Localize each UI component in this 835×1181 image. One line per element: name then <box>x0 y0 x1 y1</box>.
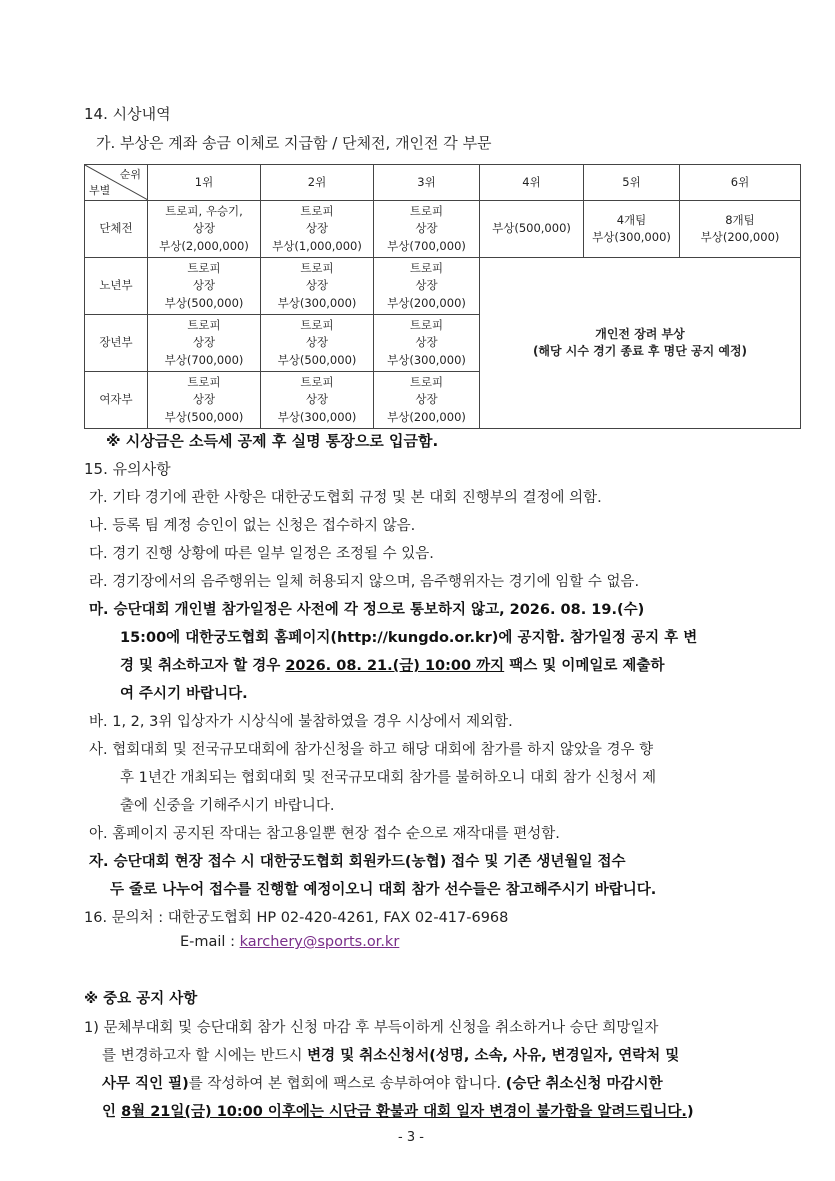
prize-table <box>84 164 801 429</box>
important-line-2: 를 변경하고자 할 시에는 반드시 변경 및 취소신청서(성명, 소속, 사유, 변경일자, 연락처 및 <box>102 1048 680 1064</box>
notice-ma-line-4: 여 주시기 바랍니다. <box>120 686 248 702</box>
team-rank-1-cell: 트로피, 우승기, 상장 부상(2,000,000) <box>148 201 261 258</box>
row-label-team: 단체전 <box>85 201 148 258</box>
important-title: ※ 중요 공지 사항 <box>84 991 198 1007</box>
notice-ma-line-2: 15:00에 대한궁도협회 홈페이지(http://kungdo.or.kr)에 공지함. 참가일정 공지 후 변 <box>120 630 698 646</box>
header-rank-6: 6위 <box>680 165 801 201</box>
team-rank-5-cell: 4개팀 부상(300,000) <box>584 201 680 258</box>
contact-line: 16. 문의처 : 대한궁도협회 HP 02-420-4261, FAX 02-417-6968 <box>84 910 509 926</box>
important-line-3: 사무 직인 필)를 작성하여 본 협회에 팩스로 송부하여야 합니다. (승단 취소신청 마감시한 <box>102 1076 663 1092</box>
row-label-women: 여자부 <box>85 372 148 429</box>
individual-award-note-line-2: (해당 시수 경기 종료 후 명단 공지 예정) <box>532 344 748 358</box>
senior-rank-2-cell: 트로피 상장 부상(300,000) <box>261 258 374 315</box>
section-14-subtitle: 가. 부상은 계좌 송금 이체로 지급함 / 단체전, 개인전 각 부문 <box>96 134 492 152</box>
team-rank-4-cell: 부상(500,000) <box>480 201 584 258</box>
section-14-title: 14. 시상내역 <box>84 105 171 123</box>
deadline-underlined: 2026. 08. 21.(금) 10:00 까지 <box>285 658 505 674</box>
notice-ma-line-3: 경 및 취소하고자 할 경우 2026. 08. 21.(금) 10:00 까지 팩스 및 이메일로 제출하 <box>120 658 665 674</box>
notice-a: 아. 홈페이지 공지된 작대는 참고용일뿐 현장 접수 순으로 재작대를 편성함. <box>89 826 560 842</box>
header-rank-1: 1위 <box>148 165 261 201</box>
row-label-senior: 노년부 <box>85 258 148 315</box>
notice-ra: 라. 경기장에서의 음주행위는 일체 허용되지 않으며, 음주행위자는 경기에 임할 수 없음. <box>89 574 640 590</box>
team-rank-2-cell: 트로피 상장 부상(1,000,000) <box>261 201 374 258</box>
page-number: - 3 - <box>398 1130 424 1145</box>
notice-ja-line-2: 두 줄로 나누어 접수를 진행할 예정이오니 대회 참가 선수들은 참고해주시기 바랍니다. <box>110 882 657 898</box>
individual-award-note-line-1: 개인전 장려 부상 <box>595 326 685 341</box>
individual-award-note-cell <box>480 258 801 429</box>
notice-da: 다. 경기 진행 상황에 따른 일부 일정은 조정될 수 있음. <box>89 546 434 562</box>
corner-rank-label: 순위 <box>119 168 141 181</box>
header-rank-5: 5위 <box>584 165 680 201</box>
notice-sa-line-3: 출에 신중을 기해주시기 바랍니다. <box>120 798 335 814</box>
notice-ja-line-1: 자. 승단대회 현장 접수 시 대한궁도협회 회원카드(농협) 접수 및 기존 생년월일 접수 <box>89 854 626 870</box>
middle-aged-rank-3-cell: 트로피 상장 부상(300,000) <box>374 315 480 372</box>
notice-sa-line-1: 사. 협회대회 및 전국규모대회에 참가신청을 하고 해당 대회에 참가를 하지 않았을 경우 향 <box>89 742 654 758</box>
team-rank-6-cell: 8개팀 부상(200,000) <box>680 201 801 258</box>
senior-rank-3-cell: 트로피 상장 부상(200,000) <box>374 258 480 315</box>
header-rank-3: 3위 <box>374 165 480 201</box>
tax-note: ※ 시상금은 소득세 공제 후 실명 통장으로 입금함. <box>106 432 439 450</box>
refund-deadline-underlined: 8월 21일(금) 10:00 이후에는 시단금 환불과 대회 일자 변경이 불가함을 알려드립니다. <box>121 1104 687 1120</box>
email-line: E-mail : karchery@sports.or.kr <box>180 934 400 950</box>
notice-ma-line-1: 마. 승단대회 개인별 참가일정은 사전에 각 정으로 통보하지 않고, 2026. 08. 19.(수) <box>89 602 645 618</box>
middle-aged-rank-2-cell: 트로피 상장 부상(500,000) <box>261 315 374 372</box>
email-link[interactable]: karchery@sports.or.kr <box>239 934 400 950</box>
header-rank-2: 2위 <box>261 165 374 201</box>
header-rank-4: 4위 <box>480 165 584 201</box>
important-line-1: 1) 문체부대회 및 승단대회 참가 신청 마감 후 부득이하게 신청을 취소하거나 승단 희망일자 <box>84 1020 659 1036</box>
senior-rank-1-cell: 트로피 상장 부상(500,000) <box>148 258 261 315</box>
corner-division-label: 부별 <box>89 183 111 197</box>
table-header-row <box>85 165 801 201</box>
notice-sa-line-2: 후 1년간 개최되는 협회대회 및 전국규모대회 참가를 불허하오니 대회 참가 신청서 제 <box>120 770 657 786</box>
middle-aged-rank-1-cell: 트로피 상장 부상(700,000) <box>148 315 261 372</box>
important-line-4: 인 8월 21일(금) 10:00 이후에는 시단금 환불과 대회 일자 변경이 불가함을 알려드립니다.) <box>102 1104 694 1120</box>
notice-ba: 바. 1, 2, 3위 입상자가 시상식에 불참하였을 경우 시상에서 제외함. <box>89 714 513 730</box>
women-rank-3-cell: 트로피 상장 부상(200,000) <box>374 372 480 429</box>
women-rank-2-cell: 트로피 상장 부상(300,000) <box>261 372 374 429</box>
team-rank-3-cell: 트로피 상장 부상(700,000) <box>374 201 480 258</box>
section-15-title: 15. 유의사항 <box>84 460 171 478</box>
table-row-team <box>85 201 801 258</box>
women-rank-1-cell: 트로피 상장 부상(500,000) <box>148 372 261 429</box>
row-label-middle-aged: 장년부 <box>85 315 148 372</box>
table-corner-cell <box>85 165 148 201</box>
notice-na: 나. 등록 팀 계정 승인이 없는 신청은 접수하지 않음. <box>89 518 416 534</box>
notice-ga: 가. 기타 경기에 관한 사항은 대한궁도협회 규정 및 본 대회 진행부의 결정에 의함. <box>89 490 602 506</box>
table-row-senior <box>85 258 801 315</box>
